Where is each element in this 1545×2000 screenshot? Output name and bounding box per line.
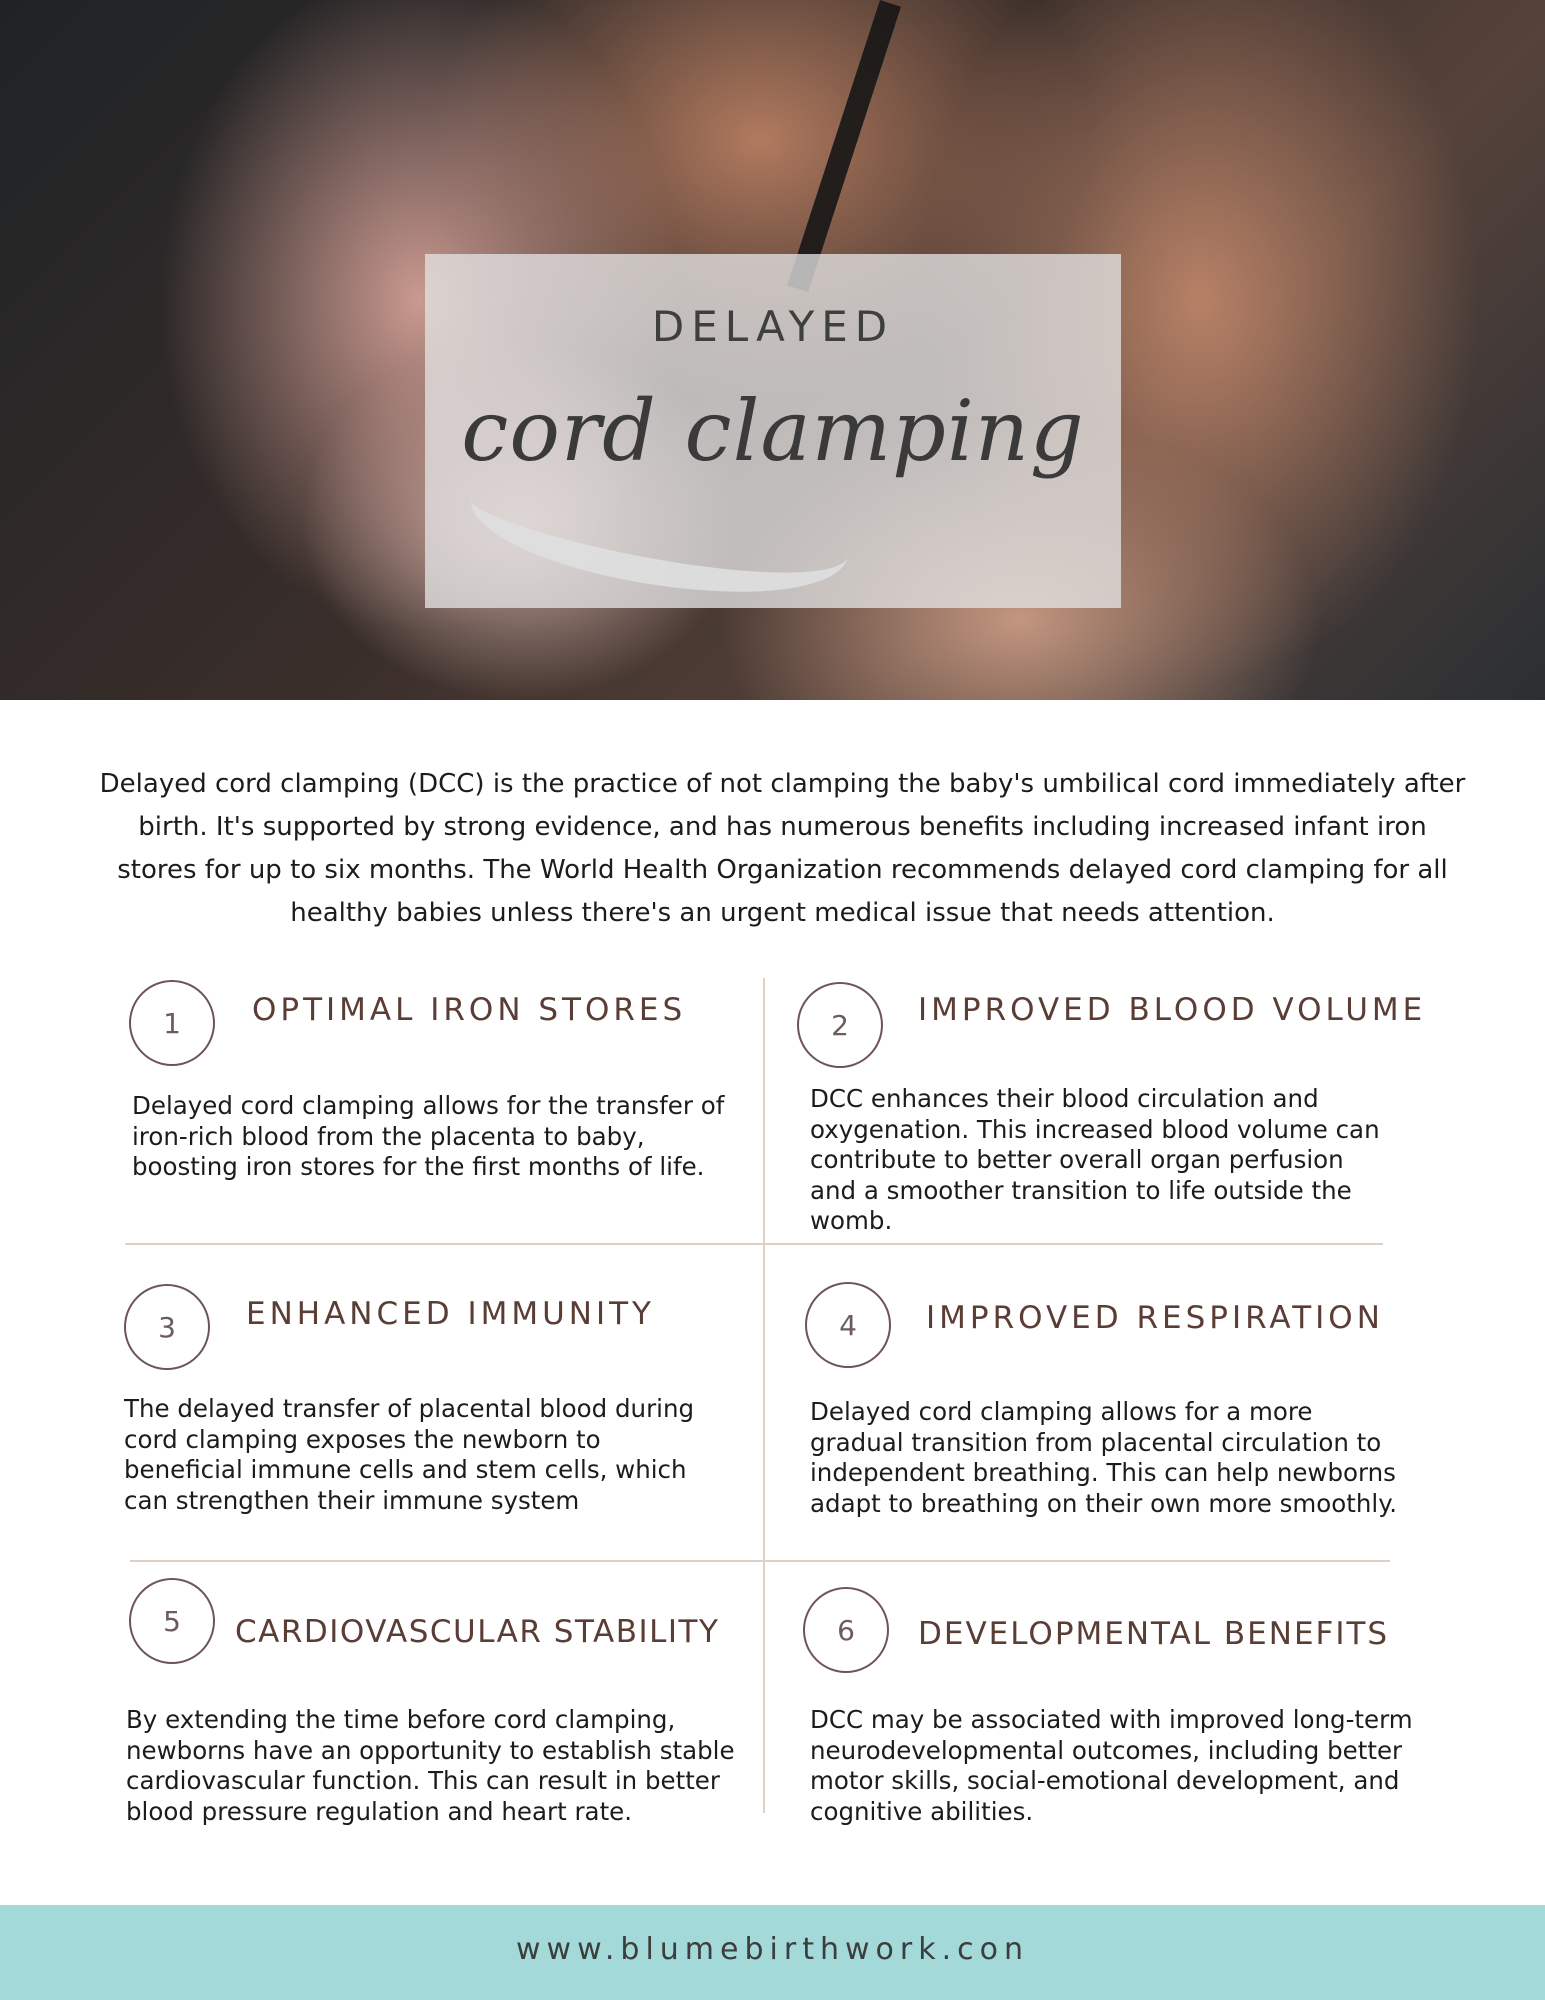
number-badge: 3: [124, 1284, 210, 1370]
benefit-title: DEVELOPMENTAL BENEFITS: [918, 1616, 1390, 1652]
benefit-title: IMPROVED BLOOD VOLUME: [918, 992, 1427, 1028]
intro-paragraph: Delayed cord clamping (DCC) is the practice of not clamping the baby's umbilical cord immediately after birth. It's supported by strong evidence, and has numerous benefits including increased infant iron stores for up to six months. The World Health Organization recommends delayed cord clamping for all healthy babies unless there's an urgent medical issue that needs attention.: [99, 769, 1466, 928]
number-badge: 6: [803, 1587, 889, 1673]
horizontal-divider: [125, 1243, 1383, 1245]
hero-photo-detail: [787, 0, 901, 292]
number-badge: 1: [129, 980, 215, 1066]
benefit-body: By extending the time before cord clamping, newborns have an opportunity to establish stable cardiovascular function. This can result in better blood pressure regulation and heart rate.: [126, 1705, 735, 1826]
hero-photo: [0, 0, 1545, 700]
vertical-divider: [763, 978, 765, 1813]
benefit-body: DCC may be associated with improved long-term neurodevelopmental outcomes, including better motor skills, social-emotional development, and cognitive abilities.: [810, 1705, 1413, 1826]
benefit-body: Delayed cord clamping allows for a more gradual transition from placental circulation to independent breathing. This can help newborns adapt to breathing on their own more smoothly.: [810, 1397, 1398, 1518]
benefit-title: OPTIMAL IRON STORES: [252, 992, 687, 1028]
benefit-title: ENHANCED IMMUNITY: [246, 1296, 655, 1332]
benefit-title: IMPROVED RESPIRATION: [926, 1300, 1384, 1336]
website-url: www.blumebirthwork.con: [516, 1932, 1029, 1967]
title-top: DELAYED: [651, 302, 895, 351]
benefit-body: Delayed cord clamping allows for the transfer of iron-rich blood from the placenta to baby, boosting iron stores for the first months of life.: [132, 1091, 725, 1181]
title-box: [425, 254, 1121, 608]
title-script: cord clamping: [461, 382, 1085, 480]
footer-bar: [0, 1905, 1545, 2000]
benefit-title: CARDIOVASCULAR STABILITY: [235, 1614, 720, 1650]
number-badge: 2: [797, 982, 883, 1068]
benefit-body: The delayed transfer of placental blood during cord clamping exposes the newborn to beneficial immune cells and stem cells, which can strengthen their immune system: [124, 1394, 695, 1515]
horizontal-divider: [130, 1560, 1390, 1562]
number-badge: 5: [129, 1578, 215, 1664]
benefit-body: DCC enhances their blood circulation and oxygenation. This increased blood volume can contribute to better overall organ perfusion and a smoother transition to life outside the womb.: [810, 1084, 1380, 1235]
number-badge: 4: [805, 1282, 891, 1368]
